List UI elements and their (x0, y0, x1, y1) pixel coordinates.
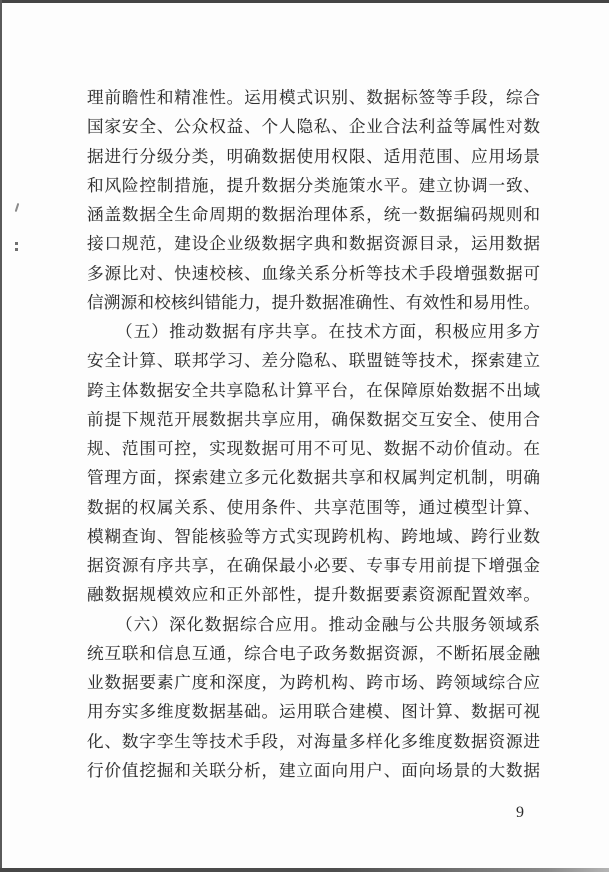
text-line: 管理方面，探索建立多元化数据共享和权属判定机制，明确 (87, 468, 540, 488)
text-line: 用夯实多维度数据基础。运用联合建模、图计算、数据可视 (87, 702, 540, 722)
text-line: 涵盖数据全生命周期的数据治理体系，统一数据编码规则和 (87, 205, 540, 224)
text-line: 国家安全、公众权益、个人隐私、企业合法利益等属性对数 (87, 117, 540, 137)
scan-artifact-speck (15, 203, 20, 212)
scan-artifact-speck (15, 242, 18, 251)
scan-edge-top (0, 0, 609, 3)
text-line: 跨主体数据安全共享隐私计算平台，在保障原始数据不出域 (87, 380, 540, 400)
text-line: 规、范围可控，实现数据可用不可见、数据不动价值动。在 (87, 439, 540, 458)
text-line: 模糊查询、智能核验等方式实现跨机构、跨地域、跨行业数 (87, 526, 540, 546)
text-line: 化、数字孪生等技术手段，对海量多样化多维度数据资源进 (87, 731, 540, 751)
text-line: （六）深化数据综合应用。推动金融与公共服务领域系 (116, 614, 540, 634)
scan-edge-bottom (0, 868, 609, 872)
text-line: 多源比对、快速校核、血缘关系分析等技术手段增强数据可 (87, 263, 540, 283)
text-line: （五）推动数据有序共享。在技术方面，积极应用多方 (116, 322, 540, 341)
text-line: 据进行分级分类，明确数据使用权限、适用范围、应用场景 (87, 146, 540, 166)
text-line: 安全计算、联邦学习、差分隐私、联盟链等技术，探索建立 (87, 351, 540, 371)
text-line: 信溯源和校核纠错能力，提升数据准确性、有效性和易用性。 (87, 292, 540, 312)
text-line: 行价值挖掘和关联分析，建立面向用户、面向场景的大数据 (87, 760, 540, 780)
text-line: 业数据要素广度和深度，为跨机构、跨市场、跨领域综合应 (87, 673, 540, 692)
page-number: 9 (516, 804, 524, 821)
text-line: 融数据规模效应和正外部性，提升数据要素资源配置效率。 (87, 585, 540, 605)
text-line: 据资源有序共享，在确保最小必要、专事专用前提下增强金 (87, 556, 540, 575)
text-line: 理前瞻性和精准性。运用模式识别、数据标签等手段，综合 (87, 88, 540, 107)
text-line: 前提下规范开展数据共享应用，确保数据交互安全、使用合 (87, 409, 540, 429)
text-line: 数据的权属关系、使用条件、共享范围等，通过模型计算、 (87, 497, 540, 517)
text-line: 接口规范，建设企业级数据字典和数据资源目录，运用数据 (87, 234, 540, 254)
body-text (87, 83, 540, 785)
text-line: 和风险控制措施，提升数据分类施策水平。建立协调一致、 (87, 175, 540, 195)
text-line: 统互联和信息互通，综合电子政务数据资源，不断拓展金融 (87, 643, 540, 663)
scan-edge-left (0, 0, 2, 872)
